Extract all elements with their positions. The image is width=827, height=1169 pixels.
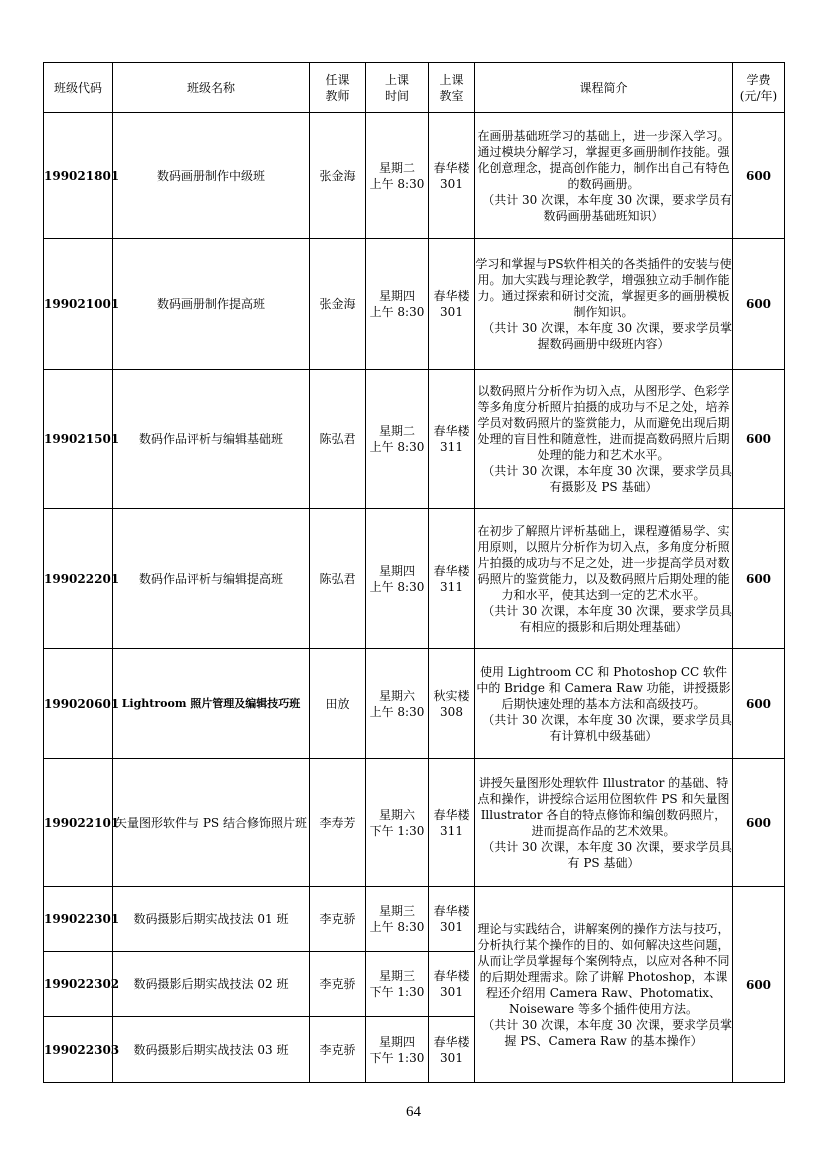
class-time: 星期二 上午 8:30: [366, 113, 429, 239]
class-time: 星期三 上午 8:30: [366, 887, 429, 952]
class-fee: 600: [733, 759, 785, 887]
class-teacher: 李寿芳: [310, 759, 366, 887]
class-intro: 使用 Lightroom CC 和 Photoshop CC 软件中的 Bridge 和 Camera Raw 功能，讲授摄影后期快速处理的基本方法和高级技巧。 （共计 30 次课，本年度 30 次课，要求学员具有计算机中级基础）: [475, 649, 733, 759]
header-time: 上课 时间: [366, 63, 429, 113]
class-name: 数码摄影后期实战技法 03 班: [113, 1017, 310, 1083]
class-room: 春华楼 311: [429, 370, 475, 509]
class-room: 春华楼 301: [429, 1017, 475, 1083]
class-room: 春华楼 311: [429, 509, 475, 649]
class-room: 春华楼 301: [429, 113, 475, 239]
table-row: [44, 239, 785, 370]
class-time: 星期二 上午 8:30: [366, 370, 429, 509]
table-row: [44, 759, 785, 887]
class-code: 199022302: [44, 952, 113, 1017]
group-note: （共计 30 次课，本年度 30 次课，要求学员掌握 PS、Camera Raw 的基本操作）: [482, 1017, 732, 1048]
class-name: 数码摄影后期实战技法 01 班: [113, 887, 310, 952]
table-row: [44, 509, 785, 649]
class-note: （共计 30 次课，本年度 30 次课，要求学员具有相应的摄影和后期处理基础）: [482, 603, 732, 634]
header-room: 上课 教室: [429, 63, 475, 113]
course-table: [43, 62, 785, 1083]
class-intro: 学习和掌握与PS软件相关的各类插件的安装与使用。加大实践与理论教学，增强独立动手制作能力。通过探索和研讨交流，掌握更多的画册模板制作知识。 （共计 30 次课，本年度 30 次课，要求学员掌握数码画册中级班内容）: [475, 239, 733, 370]
class-time: 星期四 下午 1:30: [366, 1017, 429, 1083]
class-note: （共计 30 次课，本年度 30 次课，要求学员具有摄影及 PS 基础）: [482, 464, 732, 494]
class-room: 春华楼 301: [429, 239, 475, 370]
class-code: 199021001: [44, 239, 113, 370]
class-note: （共计 30 次课，本年度 30 次课，要求学员有数码画册基础班知识）: [482, 192, 732, 223]
class-intro: 以数码照片分析作为切入点，从图形学、色彩学等多角度分析照片拍摄的成功与不足之处，培养学员对数码照片的鉴赏能力，从而避免出现后期处理的盲目性和随意性，进而提高数码照片后期处理的能力和艺术水平。 （共计 30 次课，本年度 30 次课，要求学员具有摄影及 PS 基础）: [475, 370, 733, 509]
class-intro: 在初步了解照片评析基础上，课程遵循易学、实用原则，以照片分析作为切入点，多角度分析照片拍摄的成功与不足之处，进一步提高学员对数码照片的鉴赏能力，以及数码照片后期处理的能力和水平，使其达到一定的艺术水平。 （共计 30 次课，本年度 30 次课，要求学员具有相应的摄影和后期处理基础）: [475, 509, 733, 649]
class-name: 数码作品评析与编辑提高班: [113, 509, 310, 649]
class-teacher: 张金海: [310, 239, 366, 370]
class-time: 星期三 下午 1:30: [366, 952, 429, 1017]
class-teacher: 陈弘君: [310, 370, 366, 509]
class-note: （共计 30 次课，本年度 30 次课，要求学员具有 PS 基础）: [482, 839, 732, 870]
header-fee: 学费 (元/年): [733, 63, 785, 113]
class-teacher: 张金海: [310, 113, 366, 239]
header-row: [44, 63, 785, 113]
class-room: 秋实楼 308: [429, 649, 475, 759]
table-row: [44, 649, 785, 759]
class-time: 星期四 上午 8:30: [366, 509, 429, 649]
class-name: 数码画册制作中级班: [113, 113, 310, 239]
table-row: [44, 887, 785, 952]
table-row: [44, 113, 785, 239]
class-name: 数码作品评析与编辑基础班: [113, 370, 310, 509]
class-time: 星期六 上午 8:30: [366, 649, 429, 759]
class-time: 星期四 上午 8:30: [366, 239, 429, 370]
header-teacher: 任课 教师: [310, 63, 366, 113]
class-fee: 600: [733, 239, 785, 370]
class-name: 矢量图形软件与 PS 结合修饰照片班: [113, 759, 310, 887]
class-code: 199020601: [44, 649, 113, 759]
class-name: 数码画册制作提高班: [113, 239, 310, 370]
class-fee: 600: [733, 370, 785, 509]
group-fee: 600: [733, 887, 785, 1083]
class-room: 春华楼 301: [429, 952, 475, 1017]
class-teacher: 田放: [310, 649, 366, 759]
class-code: 199022101: [44, 759, 113, 887]
header-code: 班级代码: [44, 63, 113, 113]
class-teacher: 陈弘君: [310, 509, 366, 649]
class-code: 199021501: [44, 370, 113, 509]
class-teacher: 李克骄: [310, 952, 366, 1017]
header-name: 班级名称: [113, 63, 310, 113]
class-name: 数码摄影后期实战技法 02 班: [113, 952, 310, 1017]
table-row: [44, 370, 785, 509]
class-room: 春华楼 301: [429, 887, 475, 952]
class-room: 春华楼 311: [429, 759, 475, 887]
class-teacher: 李克骄: [310, 887, 366, 952]
class-fee: 600: [733, 649, 785, 759]
class-fee: 600: [733, 509, 785, 649]
header-intro: 课程简介: [475, 63, 733, 113]
class-code: 199021801: [44, 113, 113, 239]
class-time: 星期六 下午 1:30: [366, 759, 429, 887]
class-intro: 讲授矢量图形处理软件 Illustrator 的基础、特点和操作，讲授综合运用位图软件 PS 和矢量图 Illustrator 各自的特点修饰和编创数码照片，进而提高作品的艺术效果。 （共计 30 次课，本年度 30 次课，要求学员具有 PS 基础）: [475, 759, 733, 887]
class-code: 199022201: [44, 509, 113, 649]
class-name: Lightroom 照片管理及编辑技巧班: [113, 649, 310, 759]
class-fee: 600: [733, 113, 785, 239]
class-note: （共计 30 次课，本年度 30 次课，要求学员掌握数码画册中级班内容）: [482, 321, 732, 351]
class-teacher: 李克骄: [310, 1017, 366, 1083]
group-intro: 理论与实践结合，讲解案例的操作方法与技巧，分析执行某个操作的目的、如何解决这些问题，从而让学员掌握每个案例特点，以应对各种不同的后期处理需求。除了讲解 Photoshop，本课程还介绍用 Camera Raw、Photomatix、Noiseware 等多个插件使用方法。 （共计 30 次课，本年度 30 次课，要求学员掌握 PS、Camera Raw 的基本操作）: [475, 887, 733, 1083]
class-intro: 在画册基础班学习的基础上，进一步深入学习。通过模块分解学习，掌握更多画册制作技能。强化创意理念，提高创作能力，制作出自己有特色的数码画册。 （共计 30 次课，本年度 30 次课，要求学员有数码画册基础班知识）: [475, 113, 733, 239]
page-number: 64: [406, 1104, 421, 1120]
class-note: （共计 30 次课，本年度 30 次课，要求学员具有计算机中级基础）: [482, 712, 732, 743]
class-code: 199022303: [44, 1017, 113, 1083]
class-code: 199022301: [44, 887, 113, 952]
